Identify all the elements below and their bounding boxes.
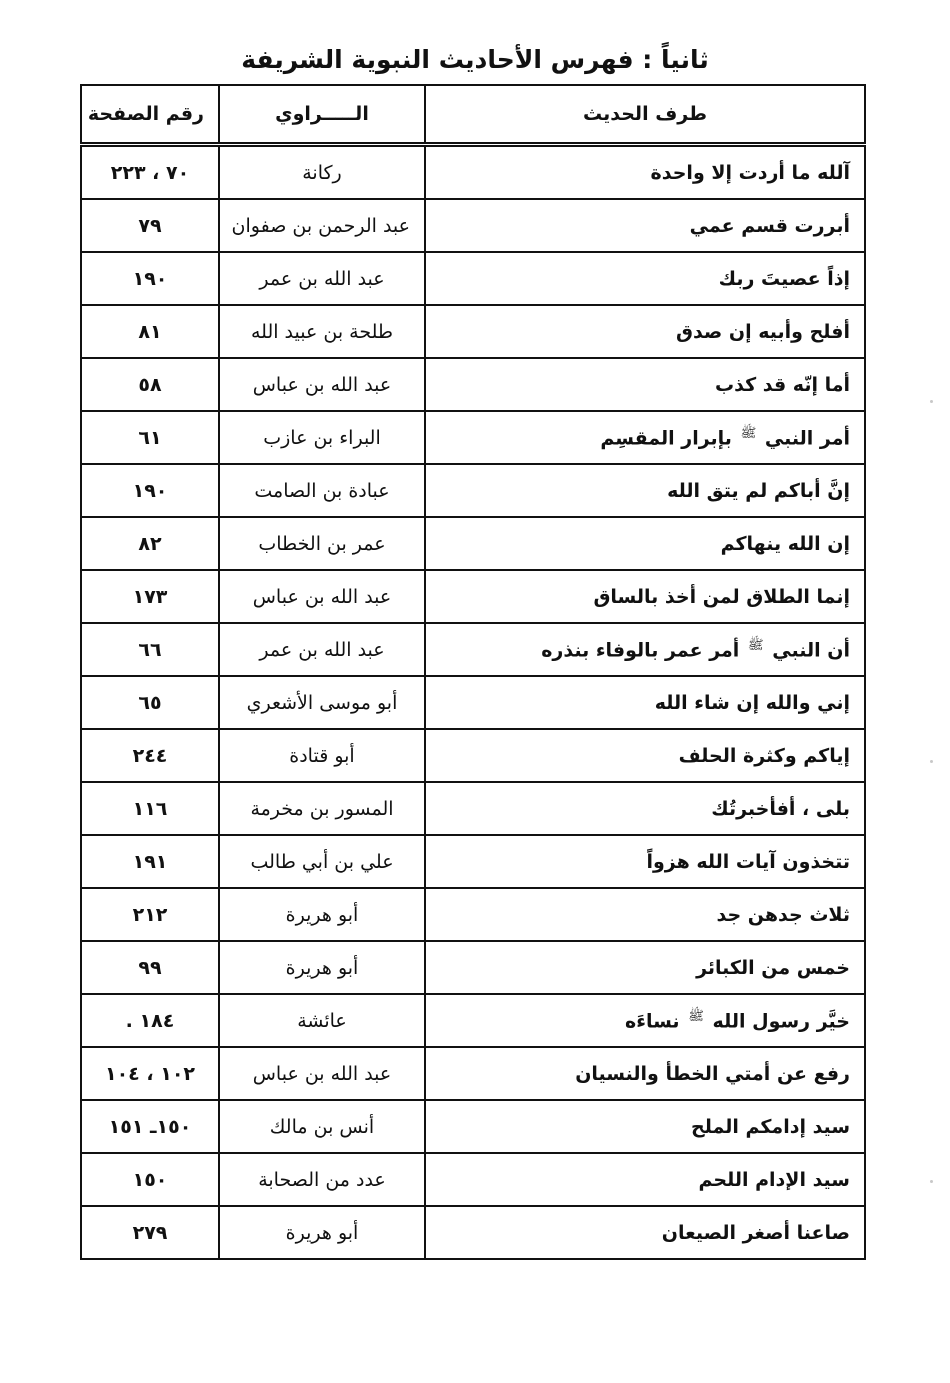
page-number-cell: ٨١ [81, 305, 219, 358]
table-row [81, 517, 865, 570]
narrator-cell: ركانة [219, 145, 425, 200]
hadith-cell [425, 570, 865, 623]
narrator-cell: علي بن أبي طالب [219, 835, 425, 888]
page-number-cell: ٨٢ [81, 517, 219, 570]
hadith-text: إذاً عصيتَ ربك [718, 267, 850, 290]
hadith-cell [425, 676, 865, 729]
table-row [81, 835, 865, 888]
hadith-cell [425, 305, 865, 358]
narrator-cell: عمر بن الخطاب [219, 517, 425, 570]
hadith-text-end: بإبرار المقسِم [600, 427, 732, 450]
hadith-cell [425, 623, 865, 676]
hadith-cell [425, 1047, 865, 1100]
sallallahu-mark: ﷺ [747, 638, 764, 654]
page-number-cell: ٢٧٩ [81, 1206, 219, 1259]
narrator-cell: طلحة بن عبيد الله [219, 305, 425, 358]
hadith-cell [425, 994, 865, 1047]
hadith-cell [425, 411, 865, 464]
hadith-cell [425, 199, 865, 252]
hadith-text: ثلاث جدهن جد [716, 903, 850, 926]
narrator-cell: عائشة [219, 994, 425, 1047]
page-number-cell: ٦٥ [81, 676, 219, 729]
table-row [81, 1206, 865, 1259]
table-row [81, 570, 865, 623]
page-number-cell: ٦١ [81, 411, 219, 464]
header-narrator: الـــــراوي [219, 85, 425, 145]
table-row [81, 1100, 865, 1153]
hadith-text: خمس من الكبائر [696, 956, 850, 979]
table-row [81, 464, 865, 517]
page-number-cell: ٢١٢ [81, 888, 219, 941]
narrator-cell: عبد الرحمن بن صفوان [219, 199, 425, 252]
narrator-cell: عبد الله بن عباس [219, 570, 425, 623]
hadith-text: إنَّ أباكم لم يتق الله [667, 479, 850, 502]
narrator-cell: المسور بن مخرمة [219, 782, 425, 835]
table-row [81, 888, 865, 941]
page-number-cell: ١٥٠ [81, 1153, 219, 1206]
narrator-cell: عبد الله بن عباس [219, 1047, 425, 1100]
table-row [81, 1153, 865, 1206]
hadith-text: أبررت قسم عمي [689, 214, 850, 237]
table-row [81, 676, 865, 729]
narrator-cell: عبادة بن الصامت [219, 464, 425, 517]
table-row [81, 623, 865, 676]
table-row [81, 411, 865, 464]
table-row [81, 145, 865, 200]
margin-mark [930, 760, 933, 763]
hadith-text: إن الله ينهاكم [720, 532, 850, 555]
table-body [81, 145, 865, 1260]
page-number-cell: ١٧٣ [81, 570, 219, 623]
narrator-cell: أنس بن مالك [219, 1100, 425, 1153]
hadith-text: إنما الطلاق لمن أخذ بالساق [593, 585, 850, 608]
page-number-cell: ١٠٢ ، ١٠٤ [81, 1047, 219, 1100]
narrator-cell: عدد من الصحابة [219, 1153, 425, 1206]
hadith-text: رفع عن أمتي الخطأ والنسيان [575, 1062, 850, 1085]
narrator-cell: عبد الله بن عباس [219, 358, 425, 411]
sallallahu-mark: ﷺ [740, 426, 757, 442]
narrator-cell: أبو هريرة [219, 1206, 425, 1259]
page-number-cell: ١٩٠ [81, 464, 219, 517]
table-row [81, 941, 865, 994]
hadith-text: أمر النبي [764, 427, 850, 450]
hadith-text: إني والله إن شاء الله [654, 691, 850, 714]
hadith-cell [425, 782, 865, 835]
hadith-text: سيد الإدام اللحم [698, 1168, 850, 1191]
page-number-cell: ١١٦ [81, 782, 219, 835]
table-row [81, 252, 865, 305]
hadith-text: صاعنا أصغر الصيعان [661, 1221, 850, 1244]
table-row [81, 994, 865, 1047]
hadith-text: آلله ما أردت إلا واحدة [650, 161, 850, 184]
page-number-cell: ١٩٠ [81, 252, 219, 305]
hadith-cell [425, 1100, 865, 1153]
hadith-text: أفلح وأبيه إن صدق [675, 320, 850, 343]
hadith-cell [425, 464, 865, 517]
hadith-text: خيَّر رسول الله [712, 1010, 850, 1033]
hadith-cell [425, 252, 865, 305]
hadith-cell [425, 517, 865, 570]
table-row [81, 729, 865, 782]
page-number-cell: ٥٨ [81, 358, 219, 411]
table-row [81, 358, 865, 411]
narrator-cell: أبو موسى الأشعري [219, 676, 425, 729]
hadith-cell [425, 145, 865, 200]
hadith-text: إياكم وكثرة الحلف [678, 744, 850, 767]
hadith-cell [425, 1153, 865, 1206]
narrator-cell: أبو هريرة [219, 941, 425, 994]
hadith-cell [425, 729, 865, 782]
page-number-cell: ٧٩ [81, 199, 219, 252]
narrator-cell: البراء بن عازب [219, 411, 425, 464]
hadith-text: أن النبي [772, 639, 850, 662]
header-page-number: رقم الصفحة [81, 85, 219, 145]
table-row [81, 199, 865, 252]
table-row [81, 305, 865, 358]
page-number-cell: ٦٦ [81, 623, 219, 676]
page-number-cell: ١٩١ [81, 835, 219, 888]
page-number-cell: ٩٩ [81, 941, 219, 994]
page-number-cell: ٢٤٤ [81, 729, 219, 782]
narrator-cell: أبو هريرة [219, 888, 425, 941]
page-title: ثانياً : فهرس الأحاديث النبوية الشريفة [241, 45, 709, 74]
margin-mark [930, 1180, 933, 1183]
page-number-cell: ١٨٤ . [81, 994, 219, 1047]
table-row [81, 1047, 865, 1100]
hadith-text: بلى ، أفأخبرتُك [711, 797, 850, 820]
hadith-cell [425, 941, 865, 994]
margin-mark [930, 400, 933, 403]
hadith-text: أما إنّه قد كذب [715, 373, 850, 396]
hadith-index-table [80, 84, 866, 1260]
narrator-cell: عبد الله بن عمر [219, 252, 425, 305]
hadith-cell [425, 835, 865, 888]
table-header-row [81, 85, 865, 145]
hadith-text-end: نساءَه [625, 1010, 680, 1033]
narrator-cell: عبد الله بن عمر [219, 623, 425, 676]
narrator-cell: أبو قتادة [219, 729, 425, 782]
hadith-text: سيد إدامكم الملح [691, 1115, 850, 1138]
table-row [81, 782, 865, 835]
hadith-text: تتخذون آيات الله هزواً [646, 850, 850, 873]
page-number-cell: ١٥٠ـ ١٥١ [81, 1100, 219, 1153]
hadith-cell [425, 358, 865, 411]
hadith-cell [425, 1206, 865, 1259]
sallallahu-mark: ﷺ [688, 1009, 704, 1025]
hadith-cell [425, 888, 865, 941]
hadith-text-end: أمر عمر بالوفاء بنذره [541, 639, 740, 662]
page-number-cell: ٧٠ ، ٢٢٣ [81, 145, 219, 200]
header-hadith: طرف الحديث [425, 85, 865, 145]
